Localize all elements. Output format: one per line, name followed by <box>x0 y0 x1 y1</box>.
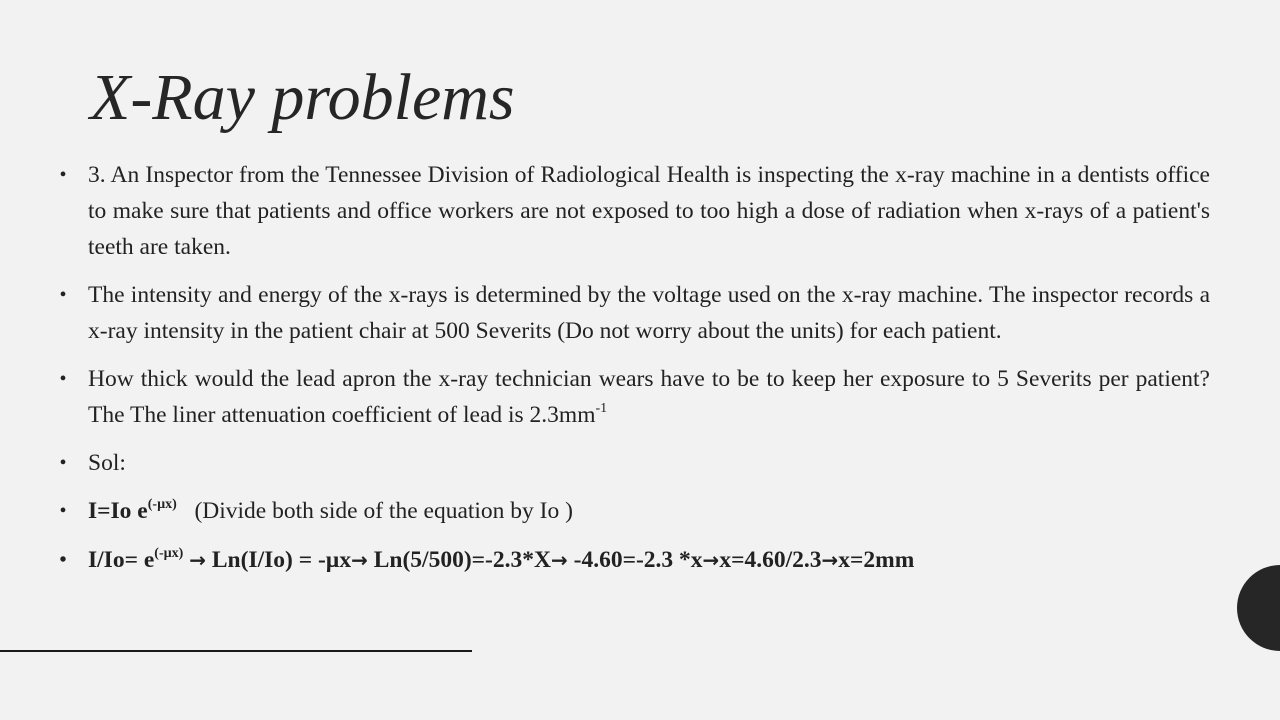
bullet-dot-icon: • <box>59 452 67 474</box>
bullet-solution-steps <box>56 542 1210 578</box>
step-3: -4.60=-2.3 *x <box>573 547 703 573</box>
bullet-dot-icon: • <box>59 164 67 186</box>
bullet-text: The intensity and energy of the x-rays is determined by the voltage used on the x-ray machine. The inspector records a x-ray intensity in the patient chair at 500 Severits (Do not worry about the units) for each patient. <box>88 282 1210 344</box>
superscript: -1 <box>595 401 608 416</box>
arrow-right-icon: → <box>351 548 368 572</box>
step-start: I/Io= e <box>88 547 155 573</box>
arrow-right-icon: → <box>189 548 206 572</box>
arrow-right-icon: → <box>550 548 568 572</box>
bullet-text: How thick would the lead apron the x-ray technician wears have to be to keep her exposure to 5 Severits per patient? The The liner attenuation coefficient of lead is 2.3mm <box>88 366 1210 428</box>
step-4: x=4.60/2.3 <box>719 547 822 573</box>
bullet-list <box>56 157 1210 578</box>
formula-note: (Divide both side of the equation by Io ) <box>194 498 573 524</box>
bullet-question <box>56 361 1210 433</box>
step-1: Ln(I/Io) = -µx <box>211 547 352 573</box>
step-5: x=2mm <box>838 547 915 573</box>
bullet-dot-icon: • <box>59 368 67 390</box>
formula-text: I=Io e <box>88 498 148 524</box>
step-2: Ln(5/500)=-2.3*X <box>373 547 551 573</box>
arrow-right-icon: → <box>821 548 839 572</box>
step-exponent: (-µx) <box>154 546 184 561</box>
bullet-dot-icon: • <box>59 500 67 522</box>
bullet-solution-label <box>56 445 1210 481</box>
bullet-formula <box>56 493 1210 529</box>
formula-exponent: (-µx) <box>147 497 177 512</box>
decorative-circle <box>1237 565 1280 651</box>
bullet-intensity <box>56 277 1210 349</box>
bullet-dot-icon: • <box>59 549 67 571</box>
bullet-dot-icon: • <box>59 284 67 306</box>
bullet-text: 3. An Inspector from the Tennessee Division of Radiological Health is inspecting the x-ray machine in a dentists office to make sure that patients and office workers are not exposed to too high a dose of radiation when x-rays of a patient's teeth are taken. <box>88 162 1210 260</box>
slide-title: X-Ray problems <box>90 61 515 134</box>
bullet-text: Sol: <box>88 450 126 476</box>
arrow-right-icon: → <box>702 548 720 572</box>
bottom-divider-line <box>0 650 472 652</box>
bullet-problem-statement <box>56 157 1210 265</box>
